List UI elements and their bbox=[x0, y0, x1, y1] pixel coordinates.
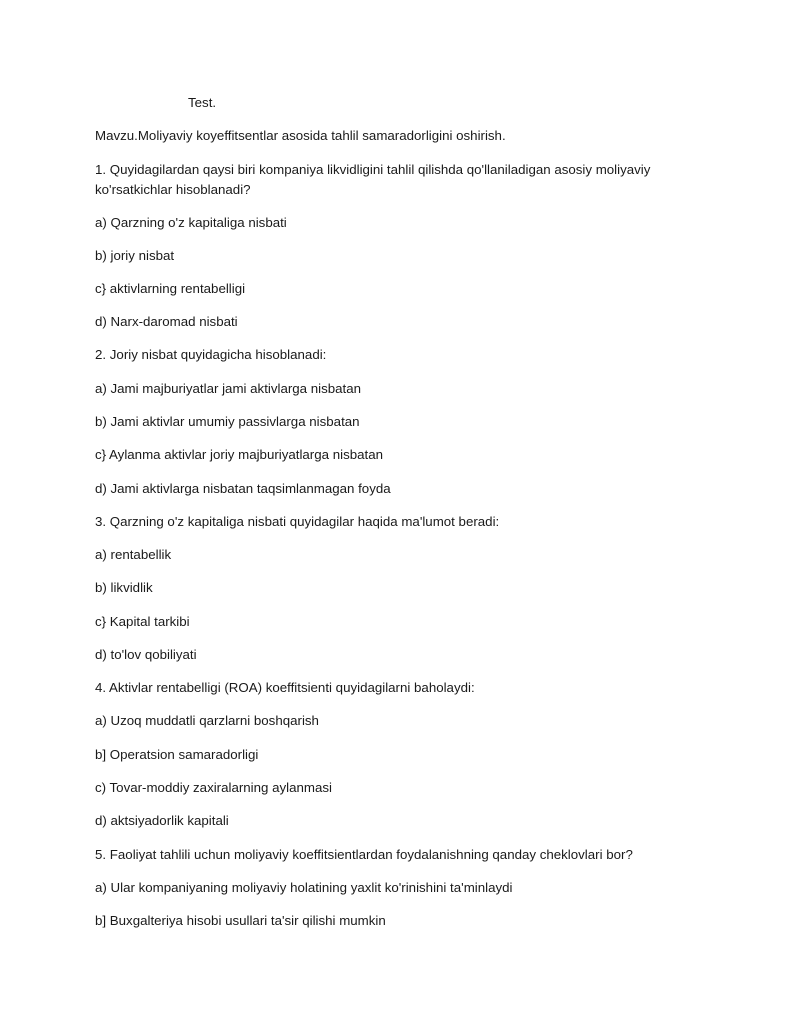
q3-option-c: c} Kapital tarkibi bbox=[95, 614, 190, 629]
q5-option-a: a) Ular kompaniyaning moliyaviy holatining yaxlit ko'rinishini ta'minlaydi bbox=[95, 880, 513, 895]
q1-option-b: b) joriy nisbat bbox=[95, 248, 175, 263]
q1-option-d: d) Narx-daromad nisbati bbox=[95, 314, 238, 329]
document-title: Test. bbox=[188, 95, 217, 110]
q2-option-b: b) Jami aktivlar umumiy passivlarga nisbatan bbox=[95, 414, 360, 429]
q4-option-b: b] Operatsion samaradorligi bbox=[95, 747, 259, 762]
question-3: 3. Qarzning o'z kapitaliga nisbati quyidagilar haqida ma'lumot beradi: bbox=[95, 514, 500, 529]
q1-option-a: a) Qarzning o'z kapitaliga nisbati bbox=[95, 215, 287, 230]
question-1: 1. Quyidagilardan qaysi biri kompaniya likvidligini tahlil qilishda qo'llaniladigan asosiy moliyaviy ko'rsatkichlar hisoblanadi? bbox=[95, 162, 651, 197]
topic-line: Mavzu.Moliyaviy koyeffitsentlar asosida tahlil samaradorligini oshirish. bbox=[95, 128, 506, 143]
q4-option-a: a) Uzoq muddatli qarzlarni boshqarish bbox=[95, 713, 319, 728]
q4-option-c: c) Tovar-moddiy zaxiralarning aylanmasi bbox=[95, 780, 332, 795]
q1-option-c: c} aktivlarning rentabelligi bbox=[95, 281, 246, 296]
question-5: 5. Faoliyat tahlili uchun moliyaviy koeffitsientlardan foydalanishning qanday cheklovlari bor? bbox=[95, 847, 633, 862]
q2-option-d: d) Jami aktivlarga nisbatan taqsimlanmagan foyda bbox=[95, 481, 391, 496]
q3-option-d: d) to'lov qobiliyati bbox=[95, 647, 197, 662]
q3-option-b: b) likvidlik bbox=[95, 580, 153, 595]
q2-option-a: a) Jami majburiyatlar jami aktivlarga nisbatan bbox=[95, 381, 362, 396]
q3-option-a: a) rentabellik bbox=[95, 547, 172, 562]
question-2: 2. Joriy nisbat quyidagicha hisoblanadi: bbox=[95, 347, 327, 362]
question-4: 4. Aktivlar rentabelligi (ROA) koeffitsienti quyidagilarni baholaydi: bbox=[95, 680, 475, 695]
q5-option-b: b] Buxgalteriya hisobi usullari ta'sir qilishi mumkin bbox=[95, 913, 386, 928]
q4-option-d: d) aktsiyadorlik kapitali bbox=[95, 813, 229, 828]
q2-option-c: c} Aylanma aktivlar joriy majburiyatlarga nisbatan bbox=[95, 447, 383, 462]
